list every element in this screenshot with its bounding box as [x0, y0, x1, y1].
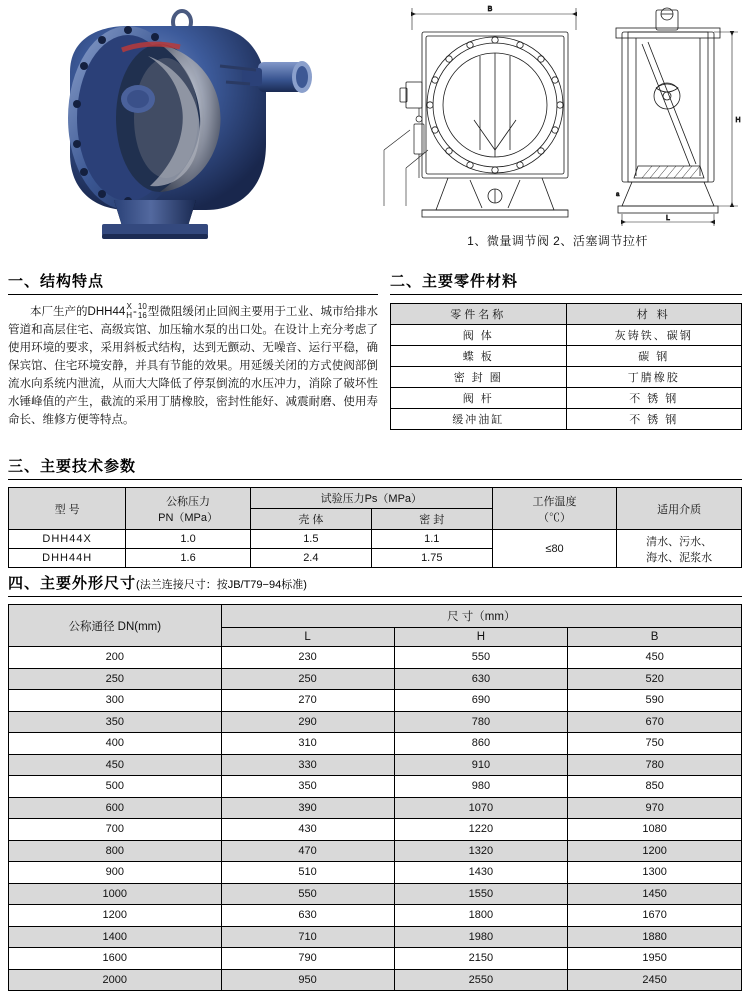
- table-row: [9, 776, 742, 798]
- dim-B: [411, 8, 577, 30]
- col-model: 型 号: [9, 488, 126, 530]
- svg-text:B: B: [487, 6, 493, 13]
- table-row: [391, 367, 742, 388]
- table-row: [9, 668, 742, 690]
- B-value: 1200: [568, 840, 742, 862]
- medium-line2: 海水、泥浆水: [646, 551, 713, 564]
- H-value: 1430: [394, 862, 568, 884]
- dn-value: 450: [9, 754, 222, 776]
- section1-heading: [8, 270, 378, 291]
- model-fraction-1: X H: [126, 302, 133, 320]
- temperature-value: ≤80: [492, 530, 617, 568]
- L-value: 230: [221, 647, 394, 669]
- L-value: 430: [221, 819, 394, 841]
- B-value: 2450: [568, 969, 742, 991]
- section4-rule: [8, 596, 742, 597]
- B-value: 670: [568, 711, 742, 733]
- L-value: 390: [221, 797, 394, 819]
- dn-value: 500: [9, 776, 222, 798]
- table-row: [9, 754, 742, 776]
- col-medium: 适用介质: [617, 488, 742, 530]
- part-material: 灰铸铁、碳钢: [566, 325, 742, 346]
- body-boss: [121, 85, 155, 113]
- L-value: 510: [221, 862, 394, 884]
- part-name: 阀 杆: [391, 388, 567, 409]
- L-value: 710: [221, 926, 394, 948]
- col-work-temp: [492, 488, 617, 530]
- medium-line1: 清水、污水、: [646, 535, 713, 548]
- table-row: [391, 388, 742, 409]
- section1-body-post: 型微阻缓闭止回阀主要用于工业、城市给排水管道和高层住宅、高级宾馆、加压输水泵的出口处。在设计上充分考虑了使用环境的要求，采用斜板式结构，达到无颤动、无噪音、运行平稳，确保宾馆、住宅环境安静，并具有节能的效果。用延缓关闭的方式使阀部倒流水向系统内泄流，从而大大降低了停泵倒流的水压冲力，消除了破坏性水锤峰值的产生，截流的采用丁腈橡胶，密封性能好、减震耐磨、使用寿命长、维修方便等特点。: [8, 306, 378, 427]
- col-test-shell: 壳 体: [250, 509, 371, 530]
- table-row: [9, 733, 742, 755]
- shell-test-value: 1.5: [250, 530, 371, 549]
- drawing-graphic: [370, 0, 745, 232]
- B-value: 970: [568, 797, 742, 819]
- technical-drawing: [370, 0, 745, 232]
- table-row: [9, 883, 742, 905]
- col-dn: 公称通径 DN(mm): [9, 605, 222, 647]
- shell-test-value: 2.4: [250, 549, 371, 568]
- model-value: DHH44H: [9, 549, 126, 568]
- section2-heading: [390, 270, 742, 291]
- part-name: 缓冲油缸: [391, 409, 567, 430]
- section2-number: 二、: [390, 273, 423, 290]
- dn-value: 2000: [9, 969, 222, 991]
- H-value: 980: [394, 776, 568, 798]
- section1-body: 本厂生产的DHH44 X H - 10 16 型微阻缓闭止回阀主要用于工业、城市给排水管道和高层住宅、高级宾馆、加压输水泵的出口处。在设计上充分考虑了使用环境的要求，采用斜板式结构，达到无颤动、无噪音、运行平稳，确保宾馆、住宅环境安静，并具有节能的效果。用延缓关闭的方式使阀部倒流水向系统内泄流，从而大大降低了停泵倒流的水压冲力，消除了破坏性水锤峰值的产生，截流的采用丁腈橡胶，密封性能好、减震耐磨、使用寿命长、维修方便等特点。: [8, 302, 378, 427]
- B-value: 1450: [568, 883, 742, 905]
- svg-text:a: a: [616, 192, 620, 198]
- dn-value: 400: [9, 733, 222, 755]
- dn-value: 1000: [9, 883, 222, 905]
- support-base: [102, 200, 208, 239]
- section1-title: 结构特点: [40, 273, 105, 290]
- temp-line2: （℃）: [538, 511, 572, 524]
- table-header-row: [9, 488, 742, 509]
- B-value: 850: [568, 776, 742, 798]
- valve-photo-graphic: [10, 4, 350, 244]
- dimensions-table: [8, 604, 742, 991]
- section-overall-dimensions: [8, 572, 742, 991]
- tech-params-table: [8, 487, 742, 568]
- col-size-group: 尺 寸（mm）: [221, 605, 741, 628]
- table-header-row: [391, 304, 742, 325]
- top-illustration-area: [0, 0, 750, 255]
- H-value: 2150: [394, 948, 568, 970]
- section4-title-sub: (法兰连接尺寸：按JB/T79−94标准): [136, 579, 307, 591]
- L-value: 350: [221, 776, 394, 798]
- dn-value: 700: [9, 819, 222, 841]
- col-L: L: [221, 628, 394, 647]
- col-H: H: [394, 628, 568, 647]
- seal-test-value: 1.1: [371, 530, 492, 549]
- H-value: 1220: [394, 819, 568, 841]
- section2-title: 主要零件材料: [422, 273, 519, 290]
- table-row: [9, 690, 742, 712]
- drawing-caption: 1、微量调节阀 2、活塞调节拉杆: [467, 234, 648, 248]
- table-row: [9, 530, 742, 549]
- section2-rule: [390, 294, 742, 295]
- section4-title: 主要外形尺寸: [40, 575, 137, 592]
- section4-number: 四、: [8, 575, 41, 592]
- L-value: 330: [221, 754, 394, 776]
- valve-body: [68, 26, 266, 210]
- table-row: [9, 862, 742, 884]
- part-material: 不 锈 钢: [566, 409, 742, 430]
- B-value: 1080: [568, 819, 742, 841]
- L-value: 310: [221, 733, 394, 755]
- dn-value: 1200: [9, 905, 222, 927]
- table-row: [9, 797, 742, 819]
- table-row: [9, 819, 742, 841]
- pn-value: 1.0: [126, 530, 251, 549]
- col-nominal-pressure: [126, 488, 251, 530]
- H-value: 780: [394, 711, 568, 733]
- part-material: 丁腈橡胶: [566, 367, 742, 388]
- section1-body-pre: 本厂生产的DHH44: [30, 306, 126, 319]
- dn-value: 600: [9, 797, 222, 819]
- dn-value: 800: [9, 840, 222, 862]
- H-value: 1070: [394, 797, 568, 819]
- H-value: 630: [394, 668, 568, 690]
- table-row: [9, 948, 742, 970]
- pn-line2: PN（MPa）: [158, 511, 219, 524]
- dn-value: 1600: [9, 948, 222, 970]
- L-value: 950: [221, 969, 394, 991]
- pn-line1: 公称压力: [166, 495, 211, 508]
- section1-number: 一、: [8, 273, 41, 290]
- col-B: B: [568, 628, 742, 647]
- L-value: 550: [221, 883, 394, 905]
- section-technical-parameters: [8, 455, 742, 568]
- B-value: 590: [568, 690, 742, 712]
- H-value: 550: [394, 647, 568, 669]
- dn-value: 900: [9, 862, 222, 884]
- medium-value: [617, 530, 742, 568]
- dn-value: 200: [9, 647, 222, 669]
- table-row: [9, 647, 742, 669]
- section-part-materials: [390, 270, 742, 430]
- model-value: DHH44X: [9, 530, 126, 549]
- L-value: 250: [221, 668, 394, 690]
- product-photo: [10, 4, 350, 244]
- part-name: 蝶 板: [391, 346, 567, 367]
- col-test-seal: 密 封: [371, 509, 492, 530]
- B-value: 450: [568, 647, 742, 669]
- table-row: [9, 840, 742, 862]
- part-material: 不 锈 钢: [566, 388, 742, 409]
- dn-value: 350: [9, 711, 222, 733]
- dn-value: 250: [9, 668, 222, 690]
- table-row: [391, 409, 742, 430]
- L-value: 630: [221, 905, 394, 927]
- pn-value: 1.6: [126, 549, 251, 568]
- B-value: 1880: [568, 926, 742, 948]
- B-value: 1300: [568, 862, 742, 884]
- model-fraction-2: 10 16: [137, 302, 147, 320]
- L-value: 790: [221, 948, 394, 970]
- temp-line1: 工作温度: [532, 495, 577, 508]
- section-structure-features: [8, 270, 378, 429]
- table-row: [391, 325, 742, 346]
- H-value: 1550: [394, 883, 568, 905]
- col-test-pressure: 试验压力Ps（MPa）: [250, 488, 492, 509]
- B-value: 780: [568, 754, 742, 776]
- B-value: 1670: [568, 905, 742, 927]
- L-value: 470: [221, 840, 394, 862]
- table-row: [9, 905, 742, 927]
- dn-value: 300: [9, 690, 222, 712]
- B-value: 1950: [568, 948, 742, 970]
- B-value: 750: [568, 733, 742, 755]
- part-name: 密 封 圈: [391, 367, 567, 388]
- col-material: 材 料: [566, 304, 742, 325]
- svg-text:H: H: [735, 117, 741, 124]
- svg-text:L: L: [666, 215, 670, 222]
- table-header-row: [9, 605, 742, 628]
- section4-heading: [8, 572, 742, 593]
- table-row: [9, 711, 742, 733]
- section3-number: 三、: [8, 458, 41, 475]
- section3-heading: [8, 455, 742, 476]
- dn-value: 1400: [9, 926, 222, 948]
- H-value: 910: [394, 754, 568, 776]
- col-part-name: 零件名称: [391, 304, 567, 325]
- section-view: [616, 8, 741, 226]
- materials-table: [390, 303, 742, 430]
- H-value: 1980: [394, 926, 568, 948]
- seal-test-value: 1.75: [371, 549, 492, 568]
- section1-rule: [8, 294, 378, 295]
- H-value: 690: [394, 690, 568, 712]
- section3-rule: [8, 479, 742, 480]
- H-value: 1800: [394, 905, 568, 927]
- section3-title: 主要技术参数: [40, 458, 137, 475]
- B-value: 520: [568, 668, 742, 690]
- part-name: 阀 体: [391, 325, 567, 346]
- L-value: 290: [221, 711, 394, 733]
- table-row: [9, 969, 742, 991]
- table-row: [391, 346, 742, 367]
- H-value: 1320: [394, 840, 568, 862]
- H-value: 2550: [394, 969, 568, 991]
- table-row: [9, 926, 742, 948]
- L-value: 270: [221, 690, 394, 712]
- part-material: 碳 钢: [566, 346, 742, 367]
- H-value: 860: [394, 733, 568, 755]
